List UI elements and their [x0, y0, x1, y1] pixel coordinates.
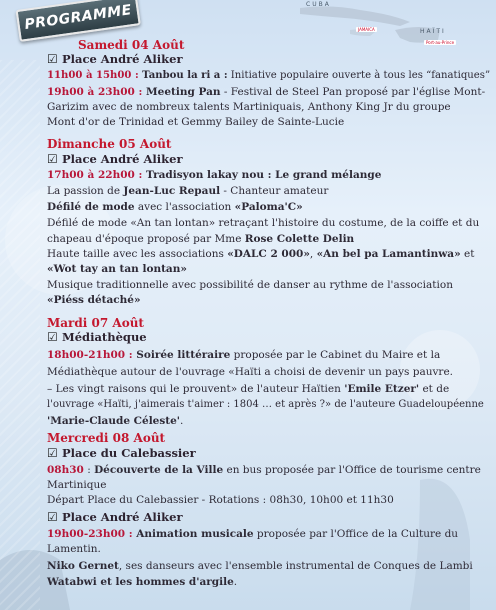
event-line: Lamentin. [47, 543, 101, 555]
event-line: 'Marie-Claude Céleste'. [47, 415, 184, 427]
event-line: l'ouvrage «Haïti, j'aimerais t'aimer : 1804 … et après ?» de l'auteure Guadeloupéenne [47, 399, 484, 410]
event-line: chapeau d'époque proposé par Mme Rose Colette Delin [47, 233, 355, 245]
event-line: 18h00-21h00 : Soirée littéraire proposée par le Cabinet du Maire et la [47, 349, 441, 361]
event-line: 17h00 à 22h00 : Tradisyon lakay nou : Le grand mélange [47, 169, 382, 181]
checkbox-checked-icon: ☑ [47, 152, 58, 166]
event-line: – Les vingt raisons qui le prouvent» de l'auteur Haïtien 'Emile Etzer' et de [47, 383, 450, 395]
checkbox-checked-icon: ☑ [47, 52, 58, 66]
map-label-haiti: HAÏTI [420, 28, 446, 35]
event-line: Défilé de mode avec l'association «Paloma'C» [47, 201, 303, 213]
venue-dimanche: ☑ Place André Aliker [47, 152, 183, 166]
event-line: 11h00 à 15h00 : Tanbou la ri a : Initiative populaire ouverte à tous les “fanatiques” [47, 70, 491, 81]
venue-mardi: ☑ Médiathèque [47, 330, 147, 344]
event-line: Niko Gernet, ses danseurs avec l'ensemble instrumental de Conques de Lambi [47, 560, 473, 572]
day-heading-mercredi: Mercredi 08 Août [47, 431, 166, 445]
event-line: Haute taille avec les associations «DALC 2 000», «An bel pa Lamantinwa» et [47, 248, 475, 260]
event-line: 19h00-23h00 : Animation musicale proposée par l'Office de la Culture du [47, 528, 459, 540]
venue-mercredi-2: ☑ Place André Aliker [47, 510, 183, 524]
event-line: Martinique [47, 479, 107, 491]
day-heading-samedi: Samedi 04 Août [78, 38, 185, 52]
map-label-cuba: CUBA [306, 1, 331, 8]
event-line: Garizim avec de nombreux talents Martiniquais, Anthony King Jr du groupe [47, 101, 451, 113]
checkbox-checked-icon: ☑ [47, 510, 58, 524]
venue-samedi: ☑ Place André Aliker [47, 52, 183, 66]
event-line: Watabwi et les hommes d'argile. [47, 576, 238, 588]
event-line: «Piéss détaché» [47, 294, 141, 306]
day-heading-mardi: Mardi 07 Août [47, 316, 144, 330]
event-line: 08h30 : Découverte de la Ville en bus proposée par l'Office de tourisme centre [47, 464, 481, 476]
venue-mercredi-1: ☑ Place du Calebassier [47, 446, 196, 460]
event-line: Médiathèque autour de l'ouvrage «Haïti a choisi de devenir un pays pauvre. [47, 366, 454, 378]
map-badge-2: Port-au-Prince [426, 40, 455, 45]
event-line: Mont d'or de Trinidad et Gemmy Bailey de Sainte-Lucie [47, 116, 345, 128]
programme-title: PROGRAMME [16, 0, 141, 42]
day-heading-dimanche: Dimanche 05 Août [47, 137, 172, 151]
event-line: Défilé de mode «An tan lontan» retraçant l'histoire du costume, de la coiffe et du [47, 217, 480, 229]
checkbox-checked-icon: ☑ [47, 446, 58, 460]
event-line: Départ Place du Calebassier - Rotations : 08h30, 10h00 et 11h30 [47, 494, 394, 506]
event-line: 19h00 à 23h00 : Meeting Pan - Festival de Steel Pan proposé par l'église Mont- [47, 86, 486, 98]
event-line: Musique traditionnelle avec possibilité de danser au rythme de l'association [47, 279, 453, 291]
event-line: La passion de Jean-Luc Repaul - Chanteur amateur [47, 185, 329, 197]
map-badge-1: JAMAICA [358, 27, 375, 32]
checkbox-checked-icon: ☑ [47, 330, 58, 344]
event-line: «Wot tay an tan lontan» [47, 263, 187, 275]
